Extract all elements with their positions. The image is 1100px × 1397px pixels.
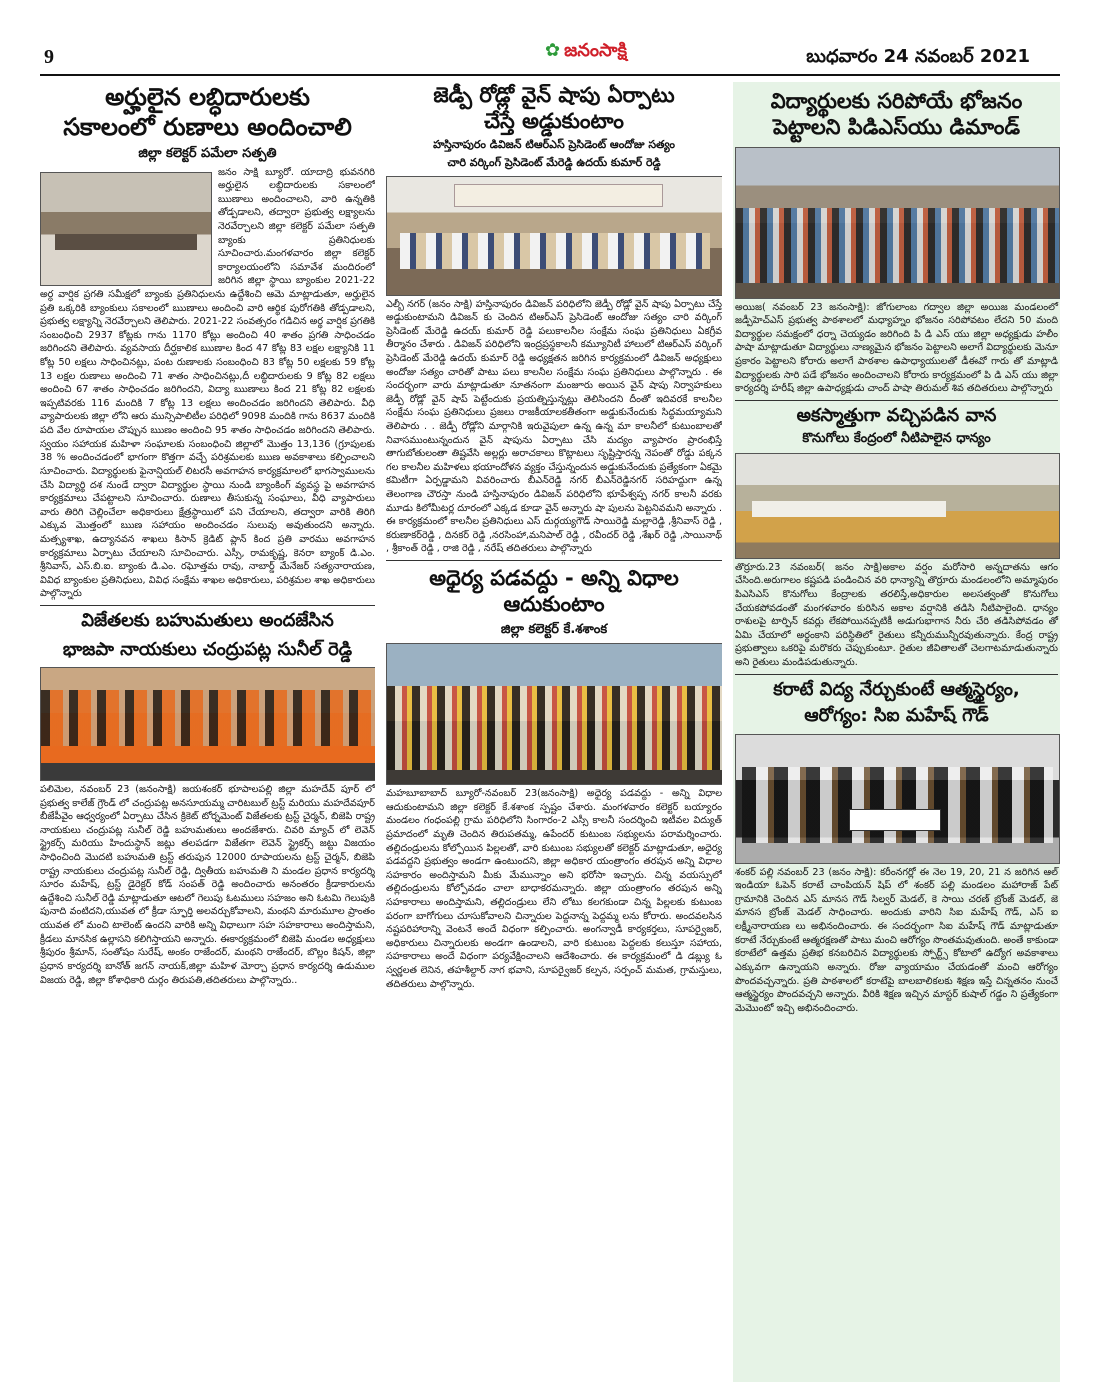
headline: విజేతలకు బహుమతులు అందజేసిన: [81, 610, 334, 631]
subheadline: హస్తినాపురం డివిజన్ టిఆర్ఎస్ ప్రెసిడెంట్ ఆందోజు సత్యం: [433, 137, 675, 151]
article-wine-shop: [386, 82, 722, 556]
newspaper-logo: [545, 40, 627, 65]
column-middle: [386, 82, 722, 1382]
subheadline: కొనుగోలు కేంద్రంలో నీటిపాలైన ధాన్యం: [802, 431, 991, 447]
headline: ఆరోగ్యం: సిఐ మహేష్ గౌడ్: [804, 705, 989, 727]
photo-collector-visit: [386, 643, 722, 785]
article-student-meals: [735, 88, 1058, 396]
photo-karate-winners: [735, 734, 1060, 864]
article-body: జనం సాక్షి బ్యూరో. యాదాద్రి భువనగిరి అర్హులైన లబ్ధిదారులకు సకాలంలో ఋణాలు అందించాలని, వారి ఉన్నతికి తోడ్పడాలని, తద్వారా ప్రభుత్వ లక్ష్యాలను నెరవేర్చాలని జిల్లా కలెక్టర్ పమేలా సత్పతి బ్యాంకు ప్రతినిధులకు సూచించారు.మంగళవారం జిల్లా కలెక్టర్ కార్యాలయంలోని సమావేశ మందిరంలో జరిగిన జిల్లా స్థాయి బ్యాంకుల 2021-22 అర్ధ వార్షిక ప్రగతి సమీక్షలో బ్యాంకు ప్రతినిధులను ఉద్దేశించి ఆమె మాట్లాడుతూ, అర్హులైన ప్రతి ఒక్కరికి బ్యాంకులు సకాలంలో ఋణాలు అందించి వారి ఆర్థిక పురోగతికి తోడ్పడాలని, ప్రభుత్వ లక్ష్యాన్ని నెరవేర్చాలని తెలిపారు. 2021-22 సంవత్సరం గడిచిన అర్థ వార్షిక ప్రగతికి సంబంధించి 2937 కోట్లకు గాను 1170 కోట్లు అందించి 40 శాతం ప్రగతి సాధించడం జరిగిందని తెలిపారు. వ్యవసాయ దీర్ఘకాలిక ఋణాల కింద 47 కోట్ల 83 లక్షల లక్ష్యానికి 11 కోట్ల 50 లక్షలు సాధించినట్లు, పంట రుణాలకు సంబంధించి 83 కోట్ల 50 లక్షలకు 59 కోట్ల 13 లక్షల రుణాలు అందించి 71 శాతం సాధించినట్లు,దీ లబ్ధిదారులకు 9 కోట్ల 82 లక్షలు అందించి 67 శాతం సాధించడం జరిగిందని, విద్యా ఋణాలు కింద 21 కోట్ల 82 లక్షలకు ఇప్పటివరకు 116 మందికి 7 కోట్ల 13 లక్షలు అందించడం జరిగిందని తెలిపారు. వీధి వ్యాపారులకు జిల్లా లోని ఆరు మున్సిపాలిటీల పరిధిలో 9098 మందికి గాను 8637 మందికి పది వేల రూపాయల చొప్పున ఋణం అందించి 95 శాతం సాధించడం జరిగిందని తెలిపారు. స్వయం సహాయక మహిళా సంఘాలకు సంబంధించి జిల్లాలో మొత్తం 13,136 (గ్రూపులకు 38 % అందించడంలో భాగంగా కొత్తగా వచ్చే పరిశ్రమలకు ఋణ అవకాశాలు కల్పించాలని సూచించారు. విద్యార్థులకు ఫైనాన్షియల్ లిటరసీ అవగాహన కార్యక్రమాలలో భాగస్వాములను చేసి విద్యార్థి దశ నుండే ద్వారా విద్యార్థుల స్థాయి నుండి బ్యాంకింగ్ వ్యవస్థ పై అవగాహన కార్యక్రమాలు చేపట్టాలని సూచించారు. రుణాలు తీసుకున్న సంఘాలు, వీధి వ్యాపారులు వారు తిరిగి చెల్లించేలా అధికారులు క్షేత్రస్థాయిలో పని చేయాలని, తద్వారా వారికి తిరిగి ఎక్కువ మొత్తంలో ఋణ సహాయం అందించడం సులువు అవుతుందని అన్నారు. మత్స్యశాఖ, ఉద్యానవన శాఖలు కిసాన్ క్రెడిట్ ప్లాన్ కింద ప్రతి వారము అవగాహన కార్యక్రమాలు ఏర్పాటు చేయాలని సూచించారు. ఎస్సీ, రామకృష్ణ, కెనరా బ్యాంక్ డి.ఎం. శ్రీనివాస్, ఎస్.బి.ఐ. బ్యాంకు డి.ఎం. రఘోత్తమ రావు, నాబార్డ్ మేనేజర్ సత్యనారాయణ, వివిధ బ్యాంకుల ప్రతినిధులు, వివిధ సంక్షేమ శాఖల అధికారులు, పరిశ్రమల శాఖ అధికారులు పాల్గొన్నారు: [40, 166, 375, 600]
headline: అకస్మాత్తుగా వచ్చిపడిన వాన: [796, 404, 997, 426]
article-bank-loans: [40, 82, 375, 601]
article-body: అయిజ( నవంబర్ 23 జనంసాక్షి): జోగులాంబ గద్వాల జిల్లా అయిజ మండలంలో జడ్పీహెచ్ఎస్ ప్రభుత్వ పాఠశాలలో మధ్యాహ్నం భోజనం సరిపోవటం లేదని 50 మంది విద్యార్థుల సమక్షంలో ధర్నా చెయ్యడం జరిగింది పి డి ఎస్ యు జిల్లా అధ్యక్షుడు హలీం పాషా మాట్లాడుతూ విద్యార్థులు నాణ్యమైన భోజనం పెట్టాలని అలాగే విద్యార్థులకు మెనూ ప్రకారం పెట్టాలని కోరారు అలాగే పాఠశాల ఉపాధ్యాయులతో డీఈవో గారు తో మాట్లాడి విద్యార్థులకు సారి పడే భోజనం అందించాలని కోరారు కార్యక్రమంలో పి డి ఎస్ యు జిల్లా కార్యదర్శి హరీష్ జిల్లా ఉపాధ్యక్షుడు చాంద్ పాషా తిరుమల్ శివ తదితరులు పాల్గొన్నారు: [735, 301, 1058, 395]
divider: [735, 400, 1058, 401]
subheadline: జిల్లా కలెక్టర్ పమేలా సత్పతి: [138, 146, 277, 161]
headline: కరాటే విద్య నేర్చుకుంటే ఆత్మస్థైర్యం,: [773, 678, 1020, 700]
headline: ఆదుకుంటాం: [503, 592, 605, 617]
article-collector-visit: [386, 565, 722, 991]
column-left: [40, 82, 375, 1382]
column-right: [733, 82, 1060, 1382]
logo-text: జనంసాక్షి: [564, 40, 627, 61]
article-rain-grain: [735, 405, 1058, 670]
headline: జెడ్పీ రోడ్లో వైన్ షాపు ఏర్పాటు: [433, 83, 675, 107]
headline: సకాలంలో రుణాలు అందించాలి: [63, 113, 352, 141]
divider: [735, 674, 1058, 675]
article-body: మహబూబాబాద్ బ్యూరో-నవంబర్ 23(జనంసాక్షి) అధైర్య పడవద్దు - అన్ని విధాల ఆదుకుంటామని జిల్లా కలెక్టర్ కే.శశాంక స్పష్టం చేశారు. మంగళవారం కలెక్టర్ బయ్యారం మండలం గంధంపల్లి గ్రామ పరిధిలోని సింగారం-2 ఎస్సీ కాలనీ సందర్శించి ఇటీవల విద్యుత్ ప్రమాదంలో మృతి చెందిన తిరుపతమ్మ, ఉపేందర్ కుటుంబ సభ్యులను పరామర్శించారు. తల్లిదండ్రులను కోల్పోయిన పిల్లలతో, వారి కుటుంబ సభ్యులతో కలెక్టర్ మాట్లాడుతూ, అధైర్య పడవద్దని ప్రభుత్వం అండగా ఉంటుందని, జిల్లా అధికార యంత్రాంగం తరపున అన్ని విధాల సహకారం అందిస్తామని మీకు మేమున్నాం అని భరోసా ఇచ్చారు. చిన్న వయస్సులో తల్లిదండ్రులను కోల్పోవడం చాలా బాధాకరమన్నారు. జిల్లా యంత్రాంగం తరపున అన్ని సహకారాలు అందిస్తామని, తల్లిదండ్రులు లేని లోటు కలగకుండా చిన్న పిల్లలకు కుటుంబ పరంగా బాగోగులు చూసుకోవాలని చిన్నారుల పెద్దనాన్న పెద్దమ్మ లను కోరారు. అందవలసిన నష్టపరిహారాన్ని వెంటనే అందే విధంగా కల్పించారు. అంగన్వాడీ కార్యకర్తలు, సూపర్వైజర్, అధికారులు చిన్నారులకు అండగా ఉండాలని, వారి కుటుంబ పెద్దలకు కలుస్తూ సహాయ, సహకారాలు అందే విధంగా పర్యవేక్షించాలని ఆదేశించారు. ఈ కార్యక్రమంలో డి డబ్ల్యు ఓ స్వర్ణలత లెనిన, తహశీల్దార్ నాగ భవాని, సూపర్వైజర్ కల్పన, సర్పంచ్ మమత, గ్రామస్తులు, తదితరులు పాల్గొన్నారు.: [386, 788, 722, 990]
photo-student-protest: [735, 147, 1060, 299]
article-body: శంకర్ పల్లి నవంబర్ 23 (జనం సాక్షి): కరీంనగర్లో ఈ నెల 19, 20, 21 న జరిగిన ఆల్ ఇండియా ఓపెన్ కరాటే చాంపియన్ షిప్ లో శంకర్ పల్లి మండలం మహారాజ్ పేట్ గ్రామానికి చెందిన ఎస్ మానస గౌడ్ సిల్వర్ మెడల్, కె సాయి చరణ్ బ్రోంజ్ మెడల్, జె మానస బ్రోంజ్ మెడల్ సాధించారు. అందుకు వారిని సిఐ మహేష్ గౌడ్, ఎస్ ఐ లక్ష్మీనారాయణ లు అభినందించారు. ఈ సందర్భంగా సిఐ మహేష్ గౌడ్ మాట్లాడుతూ కరాటే నేర్చుకుంటే ఆత్మరక్షణతో పాటు మంచి ఆరోగ్యం సొంతమవుతుంది. అంతే కాకుండా కరాటేలో ఉత్తమ ప్రతిభ కనబరిచిన విద్యార్థులకు స్పోర్ట్స్ కోటాలో ఉద్యోగ అవకాశాలు ఎక్కువగా ఉన్నాయని అన్నారు. రోజు వ్యాయామం చేయడంతో మంచి ఆరోగ్యం పొందవచ్చన్నారు. ప్రతి పాఠశాలలో కరాటేపై బాలబాలికలకు శిక్షణ ఇస్తే చిన్నతనం నుంచే ఆత్మస్థైర్యం పొందవచ్చని అన్నారు. వీరికి శిక్షణ ఇచ్చిన మాస్టర్ కుషాల్ గడ్డం ని ప్రత్యేకంగా మెమొంటో ఇచ్చి అభినందించారు.: [735, 866, 1058, 1014]
article-body: ఎల్బీ నగర్ (జనం సాక్షి) హస్తినాపురం డివిజన్ పరిధిలోని జెడ్పీ రోడ్లో వైన్ షాపు ఏర్పాటు చేస్తే అడ్డుకుంటామని డివిజన్ కు చెందిన టిఆర్ఎస్ ప్రెసిడెంట్ ఆందోజు సత్యం చారి వర్కింగ్ ప్రెసిడెంట్ మేరెడ్డి ఉదయ్ కుమార్ రెడ్డి పలుకాలనీల సంక్షేమ సంఘ ప్రతినిధులు ఏకగ్రీవ తీర్మానం చేశారు . డివిజన్ పరిధిలోని ఇంద్రప్రస్థకాలనీ కమ్యూనిటీ హాలులో టిఆర్ఎస్ వర్కింగ్ ప్రెసిడెంట్ మేరెడ్డి ఉదయ్ కుమార్ రెడ్డి అధ్యక్షతన జరిగిన కార్యక్రమంలో డివిజన్ అధ్యక్షులు అందోజు సత్యం చారితో పాటు పలు కాలనీల సంక్షేమ సంఘ ప్రతినిధులు పాల్గొన్నారు . ఈ సందర్భంగా వారు మాట్లాడుతూ నూతనంగా మంజూరు అయిన వైన్ షాపు నిర్వాహకులు జెడ్పీ రోడ్లో వైన్ షాప్ పెట్టేందుకు ప్రయత్నిస్తున్నట్లు తెలిసిందని దీంతో ఇదివరకే కాలనీల సంక్షేమ సంఘ ప్రతినిధులు ప్రజలు రాజకీయాలకతీతంగా అడ్డుకునేందుకు సిద్ధమయ్యామని తెలిపారు . . జెడ్పీ రోడ్లోని మార్గానికి ఇరువైపులా ఉన్న ఉన్న మా కాలనీలో కుటుంబాలతో నివాసముంటున్నందున వైన్ షాపును ఏర్పాటు చేసి మద్యం వ్యాపారం ప్రారంభిస్తే తాగుబోతులంతా తిష్టవేసి అల్లర్లు అరాచకాలు కొట్లాటలు సృష్టిస్తారన్న నెపంతో రోడ్డు పక్కన గల కాలనీల మహిళలు భయాందోళన వ్యక్తం చేస్తున్నందున అడ్డుకునేందుకు ప్రత్యేకంగా ఏకమై కమిటీగా ఏర్పడ్డామని వివరించారు బీఎన్‌రెడ్డి నగర్ బీఎన్‌రెడ్డినగర్ సరిహద్దుగా ఉన్న తెలంగాణ చౌరస్తా నుండి హస్తినాపురం డివిజన్ పరిధిలోని భూపేశ్వప్ప నగర్ కాలనీ వరకు మూడు కిలోమీటర్ల దూరంలో ఎక్కడ కూడా వైన్ అన్నారు షా పులను పెట్టనివమని అన్నారు . ఈ కార్యక్రమంలో కాలనీల ప్రతినిధులు ఎస్ దుర్గయ్యగౌడ్ సాయిరెడ్డి మల్లారెడ్డి ,శ్రీనివాస్ రెడ్డి , కరుణాకర్‌రెడ్డి , దినకర్ రెడ్డి ,నరసింహా,మనిపాల్ రెడ్డి , రవీందర్ రెడ్డి ,శేఖర్ రెడ్డి ,సాయినాథ్ , శ్రీకాంత్ రెడ్డి , రాజి రెడ్డి , నరేష్ తదితరులు పాల్గొన్నారు: [386, 298, 722, 555]
headline: అర్హులైన లబ్ధిదారులకు: [105, 83, 310, 111]
article-body: పలిమెల, నవంబర్ 23 (జనంసాక్షి) జయశంకర్ భూపాలపల్లి జిల్లా మహదేవ్ పూర్ లో ప్రభుత్వ కాలేజ్ గ్రౌండ్ లో చంద్రుపట్ల అనసూయమ్మ చారిటబుల్ ట్రస్ట్ మరియు మహదేవపూర్ బీజేపీవైం ఆధ్వర్యంలో ఏర్పాటు చేసిన క్రికెట్ టోర్నమెంట్ విజేతలకు ట్రస్ట్ చైర్మన్, బిజెపి రాష్ట్ర నాయకులు చంద్రుపట్ల సునీల్ రెడ్డి బహుమతులు అందజేశారు. చివరి మ్యాచ్ లో లెవెన్ స్ట్రైకర్స్ మరియు హిందుస్థాన్ జట్లు తలపడగా విజేతగా లెవెన్ స్ట్రైకర్స్ జట్టు విజయం సాధించింది మొదటి బహుమతి ట్రస్ట్ తరుపున 12000 రూపాయలను ట్రస్ట్ చైర్మన్, బిజెపి రాష్ట్ర నాయకులు చంద్రుపట్ల సునీల్ రెడ్డి, ద్వితీయ బహుమతి ని మండల ప్రధాన కార్యదర్శి సూరం మహేష్, ట్రస్ట్ డైరెక్టర్ కోడ్ సంపత్ రెడ్డి అందించారు అనంతరం క్రీడాకారులను ఉద్దేశించి సునీల్ రెడ్డి మాట్లాడుతూ ఆటలో గెలుపు ఓటములు సహజం అని ఓటమి గెలుపుకి పునాది వంటిదని,యువత లో క్రీడా స్ఫూర్తి అలవర్చుకోవాలని, మంథని మారుమూల ప్రాంతం యువత లో మంచి టాలెంట్ ఉందని వారికి అన్ని విధాలుగా సహ సహకారాలు అందిస్తామని, క్రీడలు మానసిక ఉల్లాసని కలిగిస్తాయని అన్నారు. ఈకార్యక్రమంలో బిజెపి మండల అధ్యక్షులు శ్రీపురం శ్రీమాన్, సంతోషం సురేష్, అంకం రాజేందర్, మంథని రాజేందర్, బొల్లం కిషన్, జిల్లా ప్రధాన కార్యదర్శి బానోత్ జగన్ నాయక్,జిల్లా మహిళ మోర్చా ప్రధాన కార్యదర్శి ఉడుముల విజయ రెడ్డి, జిల్లా కోశాధికారి దుర్గం తిరుపతి,తదితరులు పాల్గొన్నారు..: [40, 784, 375, 986]
divider: [40, 605, 375, 606]
photo-bank-meeting: [40, 172, 212, 286]
headline: భాజపా నాయకులు చంద్రుపట్ల సునీల్ రెడ్డి: [62, 638, 353, 660]
page-number: 9: [44, 46, 54, 68]
subheadline: చారి వర్కింగ్ ప్రెసిడెంట్ మేరెడ్డి ఉదయ్ కుమార్ రెడ్డి: [447, 156, 661, 169]
photo-colony-meeting: [386, 176, 722, 296]
masthead: [40, 40, 1060, 76]
photo-wet-grain: [735, 453, 1060, 559]
page-date: బుధవారం 24 నవంబర్ 2021: [806, 46, 1030, 67]
leaf-icon: ✿: [545, 40, 561, 61]
headline: విద్యార్థులకు సరిపోయే భోజనం: [770, 89, 1023, 113]
article-cricket-prizes: [40, 610, 375, 987]
photo-cricket-winners: [40, 667, 375, 781]
divider: [386, 560, 722, 561]
headline: అధైర్య పడవద్దు - అన్ని విధాల: [429, 566, 679, 591]
article-karate: [735, 679, 1058, 1016]
headline: పెట్టాలని పిడిఎస్‌యు డిమాండ్: [772, 115, 1020, 140]
subheadline: జిల్లా కలెక్టర్ కే.శశాంక: [500, 621, 608, 637]
headline: చేస్తే అడ్డుకుంటాం: [484, 109, 624, 134]
article-body: తొర్రూరు.23 నవంబర్( జనం సాక్షి)అకాల వర్షం మరోసారి అన్నదాతను ఆగం చేసింది.అరుగాలం కష్టపడి పండించిన వరి ధాన్యాన్ని తొర్రూరు మండలంలోని అమ్మాపురం పిఎసిఎస్ కొనుగోలు కేంద్రాలకు తరలిస్తే,అధికారుల అలసత్వంతో కొనుగోలు చేయకపోవడంతో మంగళవారం కురిసిన అకాల వర్షానికి తడిసి నీటిపాలైంది. ధాన్యం రాశులపై టార్పిన్ కవర్లు లేకపోయినప్పటికీ అడుగుభాగాన నీరు చేరి తడిసిపోవడం తో ఏమి చేయాలో అర్థంకాని పరిస్థితిలో రైతులు కన్నీరుమున్నీరవుతున్నారు. కేంద్ర రాష్ట్ర ప్రభుత్వాలు ఒకరిపై మరొకరు చెప్పుకుంటూ. రైతుల జీవితాలతో చెలగాటమాడుతున్నారు అని రైతులు మండిపడుతున్నారు.: [735, 561, 1058, 669]
